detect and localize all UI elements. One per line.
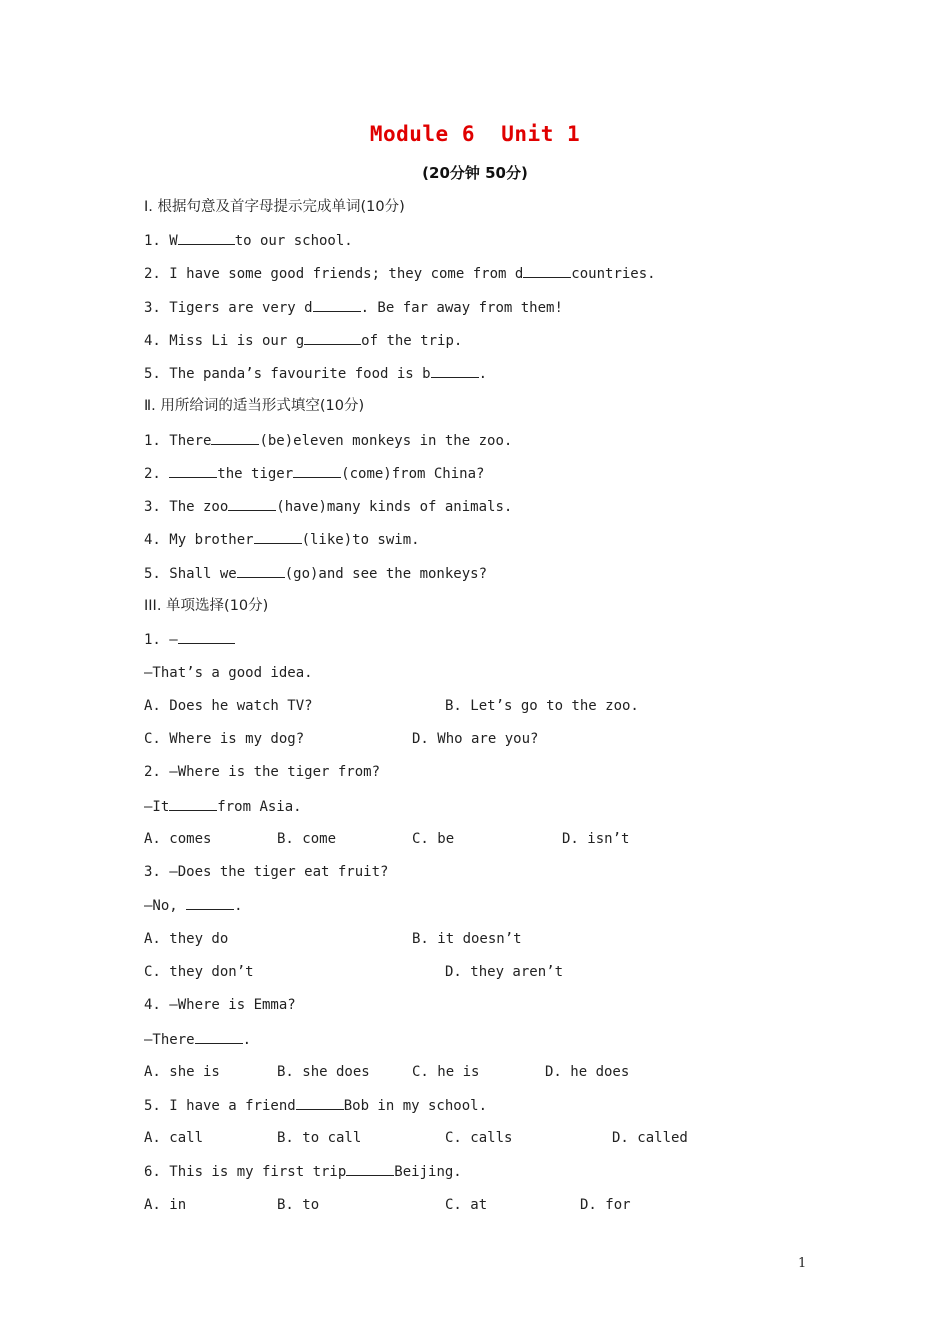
section-2-heading: Ⅱ. 用所给词的适当形式填空(10分) <box>144 398 365 414</box>
answer-blank[interactable] <box>346 1160 394 1176</box>
q5-stem: 5. I have a friend Bob in my school. <box>144 1094 487 1116</box>
q2-reply: —It from Asia. <box>144 795 302 817</box>
s2-item-3: 3. The zoo (have)many kinds of animals. <box>144 495 512 517</box>
answer-blank[interactable] <box>304 329 361 345</box>
q1-reply: —That’s a good idea. <box>144 665 313 681</box>
answer-blank[interactable] <box>195 1028 243 1044</box>
page-number: 1 <box>798 1256 807 1271</box>
s2-item-5: 5. Shall we (go)and see the monkeys? <box>144 562 487 584</box>
s1-item-5: 5. The panda’s favourite food is b . <box>144 362 487 384</box>
s2-item-1: 1. There (be)eleven monkeys in the zoo. <box>144 429 512 451</box>
q4-option-a[interactable]: A. she is <box>144 1064 220 1080</box>
page-title: Module 6 Unit 1 <box>369 122 581 146</box>
answer-blank[interactable] <box>228 495 276 511</box>
q3-option-b[interactable]: B. it doesn’t <box>412 931 522 947</box>
answer-blank[interactable] <box>169 462 217 478</box>
q5-option-a[interactable]: A. call <box>144 1130 204 1146</box>
s1-item-4: 4. Miss Li is our g of the trip. <box>144 329 462 351</box>
answer-blank[interactable] <box>313 296 361 312</box>
answer-blank[interactable] <box>186 894 234 910</box>
q3-reply: —No, . <box>144 894 243 916</box>
q1-option-a[interactable]: A. Does he watch TV? <box>144 698 313 714</box>
q6-option-d[interactable]: D. for <box>580 1197 631 1213</box>
q5-option-c[interactable]: C. calls <box>445 1130 513 1146</box>
q5-option-b[interactable]: B. to call <box>277 1130 362 1146</box>
answer-blank[interactable] <box>178 229 235 245</box>
answer-blank[interactable] <box>211 429 259 445</box>
q1-option-b[interactable]: B. Let’s go to the zoo. <box>445 698 639 714</box>
q2-option-a[interactable]: A. comes <box>144 831 212 847</box>
q3-option-d[interactable]: D. they aren’t <box>445 964 564 980</box>
q2-stem: 2. —Where is the tiger from? <box>144 764 381 780</box>
q2-option-d[interactable]: D. isn’t <box>562 831 630 847</box>
answer-blank[interactable] <box>523 262 571 278</box>
answer-blank[interactable] <box>169 795 217 811</box>
q2-option-b[interactable]: B. come <box>277 831 337 847</box>
page-subtitle: (20分钟 50分) <box>422 164 528 182</box>
s1-item-3: 3. Tigers are very d . Be far away from them! <box>144 296 563 318</box>
answer-blank[interactable] <box>293 462 341 478</box>
answer-blank[interactable] <box>431 362 479 378</box>
q4-reply: —There . <box>144 1028 251 1050</box>
q3-option-c[interactable]: C. they don’t <box>144 964 254 980</box>
answer-blank[interactable] <box>178 628 235 644</box>
s2-item-2: 2. the tiger (come)from China? <box>144 462 484 484</box>
section-3-heading: III. 单项选择(10分) <box>144 598 269 614</box>
section-1-heading: Ⅰ. 根据句意及首字母提示完成单词(10分) <box>144 199 405 215</box>
answer-blank[interactable] <box>237 562 285 578</box>
q4-option-c[interactable]: C. he is <box>412 1064 480 1080</box>
q5-option-d[interactable]: D. called <box>612 1130 688 1146</box>
q4-option-d[interactable]: D. he does <box>545 1064 630 1080</box>
q6-option-c[interactable]: C. at <box>445 1197 488 1213</box>
s2-item-4: 4. My brother (like)to swim. <box>144 528 420 550</box>
q1-option-d[interactable]: D. Who are you? <box>412 731 539 747</box>
answer-blank[interactable] <box>296 1094 344 1110</box>
q6-stem: 6. This is my first trip Beijing. <box>144 1160 462 1182</box>
q4-stem: 4. —Where is Emma? <box>144 997 296 1013</box>
q1-stem: 1. — <box>144 628 235 650</box>
q3-stem: 3. —Does the tiger eat fruit? <box>144 864 389 880</box>
q2-option-c[interactable]: C. be <box>412 831 455 847</box>
q6-option-a[interactable]: A. in <box>144 1197 187 1213</box>
s1-item-1: 1. W to our school. <box>144 229 353 251</box>
q4-option-b[interactable]: B. she does <box>277 1064 370 1080</box>
q1-option-c[interactable]: C. Where is my dog? <box>144 731 305 747</box>
q3-option-a[interactable]: A. they do <box>144 931 229 947</box>
q6-option-b[interactable]: B. to <box>277 1197 320 1213</box>
s1-item-2: 2. I have some good friends; they come from d countries. <box>144 262 656 284</box>
answer-blank[interactable] <box>254 528 302 544</box>
